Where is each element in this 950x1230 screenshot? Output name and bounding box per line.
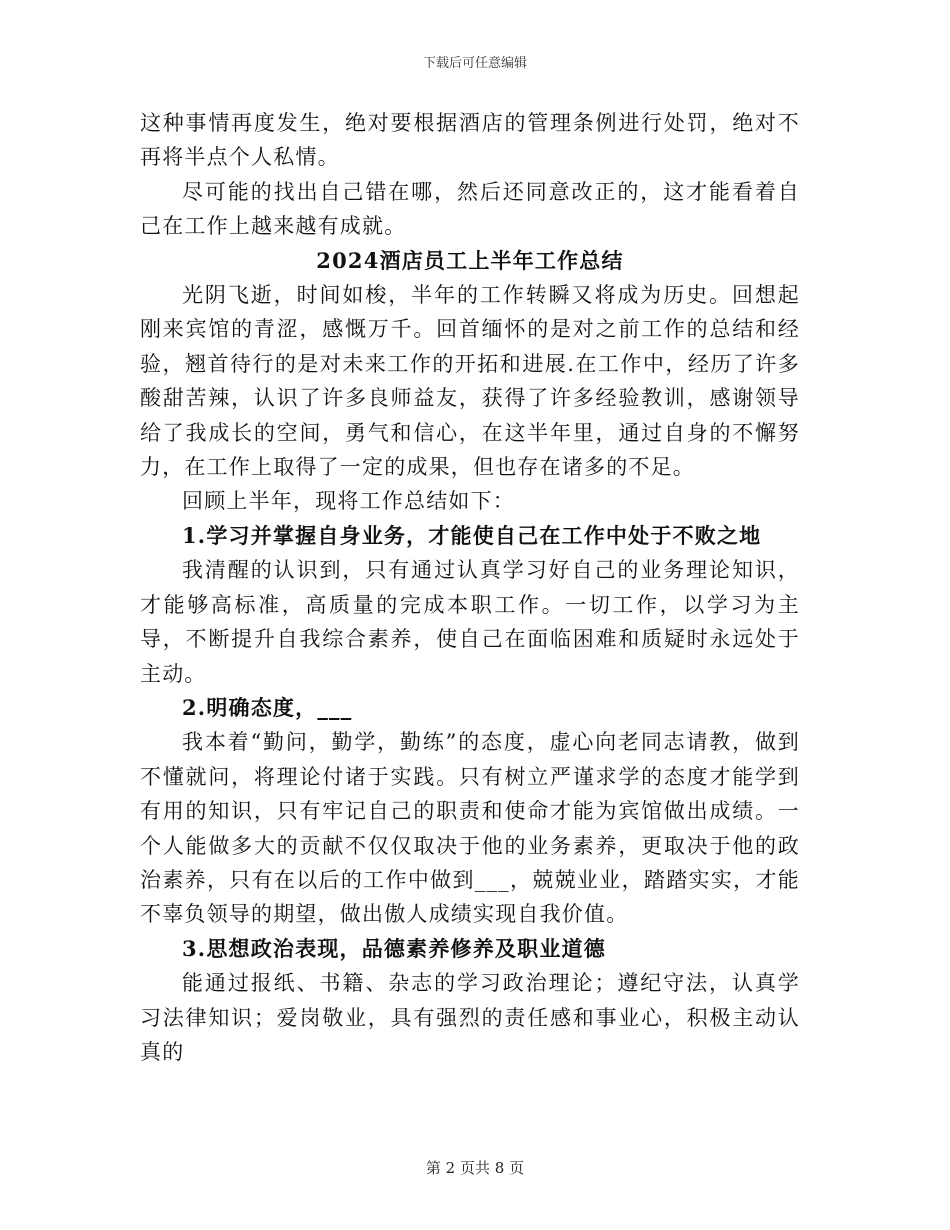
section-heading: 2.明确态度，___	[182, 694, 353, 720]
paragraph: 我本着“勤问，勤学，勤练”的态度，虚心向老同志请教，做到不懂就问，将理论付诸于实践。只有树立严谨求学的态度才能学到有用的知识，只有牢记自己的职责和使命才能为宾馆做出成绩。一个人能做多大的贡献不仅仅取决于他的业务素养，更取决于他的政治素养，只有在以后的工作中做到___，兢兢业业，踏踏实实，才能不辜负领导的期望，做出傲人成绩实现自我价值。	[140, 730, 800, 927]
section-heading: 3.思想政治表现，品德素养修养及职业道德	[182, 935, 606, 961]
paragraph: 我清醒的认识到，只有通过认真学习好自己的业务理论知识，才能够高标准，高质量的完成本职工作。一切工作，以学习为主导，不断提升自我综合素养，使自己在面临困难和质疑时永远处于主动。	[140, 558, 800, 686]
paragraph: 光阴飞逝，时间如梭，半年的工作转瞬又将成为历史。回想起刚来宾馆的青涩，感慨万千。回首缅怀的是对之前工作的总结和经验，翘首待行的是对未来工作的开拓和进展.在工作中，经历了许多酸甜苦辣，认识了许多良师益友，获得了许多经验教训，感谢领导给了我成长的空间，勇气和信心，在这半年里，通过自身的不懈努力，在工作上取得了一定的成果，但也存在诸多的不足。	[140, 283, 800, 480]
paragraph: 能通过报纸、书籍、杂志的学习政治理论；遵纪守法，认真学习法律知识；爱岗敬业，具有强烈的责任感和事业心，积极主动认真的	[140, 971, 800, 1064]
section-heading: 1.学习并掌握自身业务，才能使自己在工作中处于不败之地	[182, 522, 762, 548]
document-body	[140, 106, 800, 1069]
paragraph: 回顾上半年，现将工作总结如下：	[182, 489, 515, 514]
paragraph: 尽可能的找出自己错在哪，然后还同意改正的，这才能看着自己在工作上越来越有成就。	[140, 179, 800, 239]
page-footer: 第 2 页共 8 页	[425, 1159, 525, 1177]
document-title: 2024酒店员工上半年工作总结	[316, 247, 624, 273]
page-header: 下载后可任意编辑	[422, 56, 527, 71]
paragraph: 这种事情再度发生，绝对要根据酒店的管理条例进行处罚，绝对不再将半点个人私情。	[140, 111, 800, 170]
